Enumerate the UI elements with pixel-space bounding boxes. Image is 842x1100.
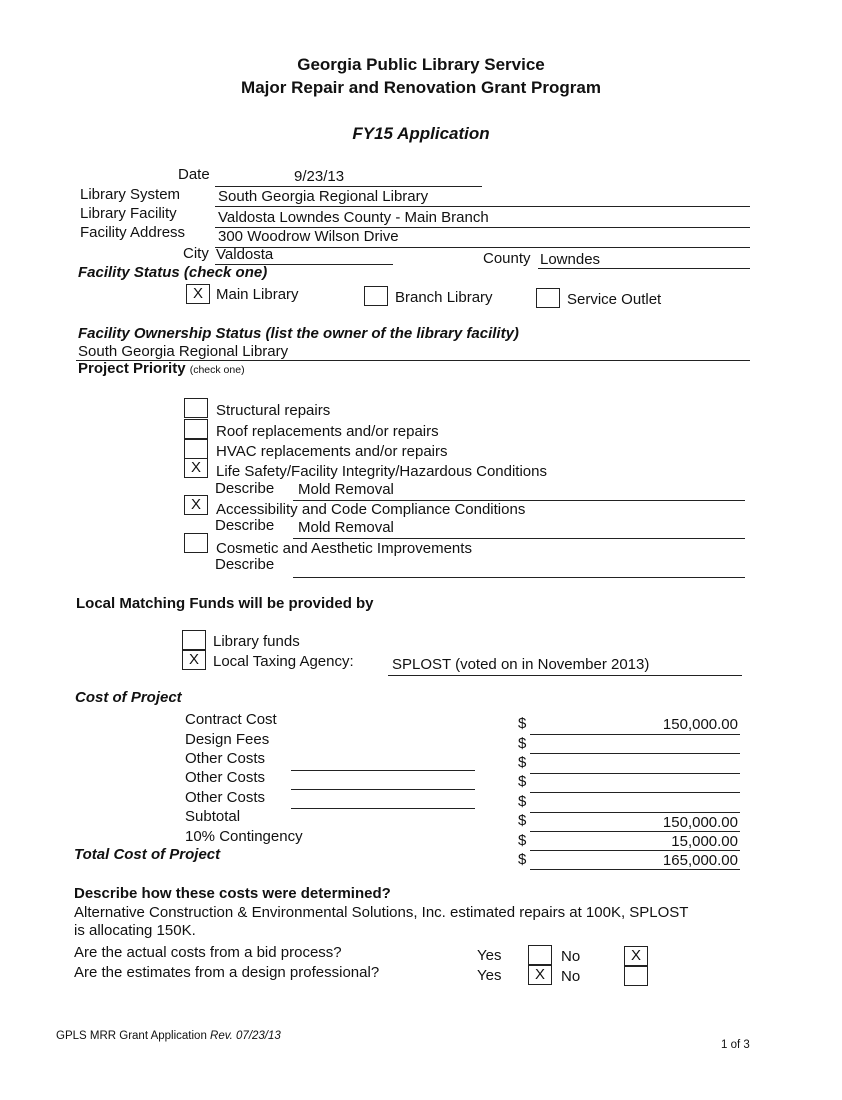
other-costs-currency-3: $ <box>518 793 527 810</box>
describe-value-2[interactable]: Mold Removal <box>298 519 394 536</box>
contingency-currency: $ <box>518 832 527 849</box>
cosmetic-label: Cosmetic and Aesthetic Improvements <box>216 540 472 557</box>
design-professional-question: Are the estimates from a design professional? <box>74 964 380 981</box>
local-taxing-value[interactable]: SPLOST (voted on in November 2013) <box>392 656 650 673</box>
footer-form-title: GPLS MRR Grant Application <box>56 1030 207 1042</box>
determination-text-line-2[interactable]: is allocating 150K. <box>74 922 196 939</box>
contingency-amount[interactable]: 15,000.00 <box>671 833 738 850</box>
life-safety-label: Life Safety/Facility Integrity/Hazardous Conditions <box>216 463 547 480</box>
date-underline <box>215 186 482 187</box>
other-costs-underline-1 <box>530 773 740 774</box>
describe-label-1: Describe <box>215 480 275 497</box>
design-professional-no-label: No <box>561 968 581 985</box>
life-safety-checkbox[interactable]: X <box>184 458 208 478</box>
describe-label-2: Describe <box>215 517 275 534</box>
cosmetic-checkbox[interactable] <box>184 533 208 553</box>
total-cost-underline <box>530 869 740 870</box>
design-fees-label: Design Fees <box>185 731 270 748</box>
matching-funds-heading: Local Matching Funds will be provided by <box>76 595 374 612</box>
describe-underline-2 <box>293 538 745 539</box>
date-label: Date <box>178 166 210 183</box>
local-taxing-label: Local Taxing Agency: <box>213 653 354 670</box>
design-fees-underline <box>530 753 740 754</box>
total-cost-currency: $ <box>518 851 527 868</box>
library-facility-value[interactable]: Valdosta Lowndes County - Main Branch <box>218 209 489 226</box>
contract-cost-currency: $ <box>518 715 527 732</box>
footer-form-name <box>56 1030 281 1042</box>
facility-address-label: Facility Address <box>80 224 186 241</box>
determination-heading: Describe how these costs were determined? <box>74 885 391 902</box>
facility-status-heading: Facility Status (check one) <box>78 264 268 281</box>
bid-process-no-label: No <box>561 948 581 965</box>
facility-address-value[interactable]: 300 Woodrow Wilson Drive <box>218 228 399 245</box>
accessibility-checkbox[interactable]: X <box>184 495 208 515</box>
date-value[interactable]: 9/23/13 <box>294 168 345 185</box>
design-professional-yes-label: Yes <box>477 967 502 984</box>
service-outlet-checkbox[interactable] <box>536 288 560 308</box>
local-taxing-checkbox[interactable]: X <box>182 650 206 670</box>
other-costs-currency-1: $ <box>518 754 527 771</box>
library-system-underline <box>215 206 750 207</box>
library-funds-label: Library funds <box>213 633 300 650</box>
main-library-label: Main Library <box>216 286 299 303</box>
ownership-value[interactable]: South Georgia Regional Library <box>78 343 289 360</box>
hvac-repairs-checkbox[interactable] <box>184 439 208 459</box>
local-taxing-underline <box>388 675 742 676</box>
describe-value-1[interactable]: Mold Removal <box>298 481 394 498</box>
service-outlet-label: Service Outlet <box>567 291 662 308</box>
application-year: FY15 Application <box>352 124 490 143</box>
determination-text-line-1[interactable]: Alternative Construction & Environmental Solutions, Inc. estimated repairs at 100K, SPLOST <box>74 904 689 921</box>
city-value[interactable]: Valdosta <box>216 246 274 263</box>
library-facility-label: Library Facility <box>80 205 177 222</box>
project-priority-heading <box>78 360 245 377</box>
main-library-checkbox[interactable]: X <box>186 284 210 304</box>
title-line-1: Georgia Public Library Service <box>297 55 545 74</box>
design-professional-yes-checkbox[interactable]: X <box>528 965 552 985</box>
design-professional-no-checkbox[interactable] <box>624 966 648 986</box>
roof-repairs-label: Roof replacements and/or repairs <box>216 423 439 440</box>
branch-library-label: Branch Library <box>395 289 493 306</box>
bid-process-no-checkbox[interactable]: X <box>624 946 648 966</box>
library-funds-checkbox[interactable] <box>182 630 206 650</box>
county-value[interactable]: Lowndes <box>540 251 601 268</box>
page-number: 1 of 3 <box>721 1039 750 1051</box>
other-costs-desc-underline-2 <box>291 789 475 790</box>
other-costs-underline-3 <box>530 812 740 813</box>
contingency-label: 10% Contingency <box>185 828 303 845</box>
library-system-label: Library System <box>80 186 181 203</box>
describe-underline-3 <box>293 577 745 578</box>
title-line-2: Major Repair and Renovation Grant Program <box>241 78 601 97</box>
branch-library-checkbox[interactable] <box>364 286 388 306</box>
project-priority-note: (check one) <box>189 364 245 376</box>
county-underline <box>538 268 750 269</box>
facility-address-underline <box>215 247 750 248</box>
other-costs-label-3: Other Costs <box>185 789 266 806</box>
design-fees-currency: $ <box>518 735 527 752</box>
total-cost-amount[interactable]: 165,000.00 <box>662 852 738 869</box>
structural-repairs-label: Structural repairs <box>216 402 331 419</box>
bid-process-yes-checkbox[interactable] <box>528 945 552 965</box>
other-costs-label-2: Other Costs <box>185 769 266 786</box>
county-label: County <box>483 250 531 267</box>
city-label: City <box>183 245 209 262</box>
contract-cost-label: Contract Cost <box>185 711 277 728</box>
total-cost-label: Total Cost of Project <box>74 846 221 863</box>
accessibility-label: Accessibility and Code Compliance Conditions <box>216 501 526 518</box>
other-costs-desc-underline-3 <box>291 808 475 809</box>
contract-cost-underline <box>530 734 740 735</box>
subtotal-currency: $ <box>518 812 527 829</box>
ownership-heading: Facility Ownership Status (list the owner of the library facility) <box>78 325 519 342</box>
subtotal-label: Subtotal <box>185 808 241 825</box>
bid-process-question: Are the actual costs from a bid process? <box>74 944 342 961</box>
other-costs-underline-2 <box>530 792 740 793</box>
contract-cost-amount[interactable]: 150,000.00 <box>662 716 738 733</box>
contingency-underline <box>530 850 740 851</box>
roof-repairs-checkbox[interactable] <box>184 419 208 439</box>
subtotal-amount[interactable]: 150,000.00 <box>662 814 738 831</box>
other-costs-label-1: Other Costs <box>185 750 266 767</box>
hvac-repairs-label: HVAC replacements and/or repairs <box>216 443 448 460</box>
cost-of-project-heading: Cost of Project <box>75 689 182 706</box>
other-costs-desc-underline-1 <box>291 770 475 771</box>
other-costs-currency-2: $ <box>518 773 527 790</box>
library-system-value[interactable]: South Georgia Regional Library <box>218 188 429 205</box>
project-priority-title: Project Priority <box>78 360 186 377</box>
footer-revision: Rev. 07/23/13 <box>210 1030 281 1042</box>
structural-repairs-checkbox[interactable] <box>184 398 208 418</box>
describe-label-3: Describe <box>215 556 275 573</box>
subtotal-underline <box>530 831 740 832</box>
bid-process-yes-label: Yes <box>477 947 502 964</box>
